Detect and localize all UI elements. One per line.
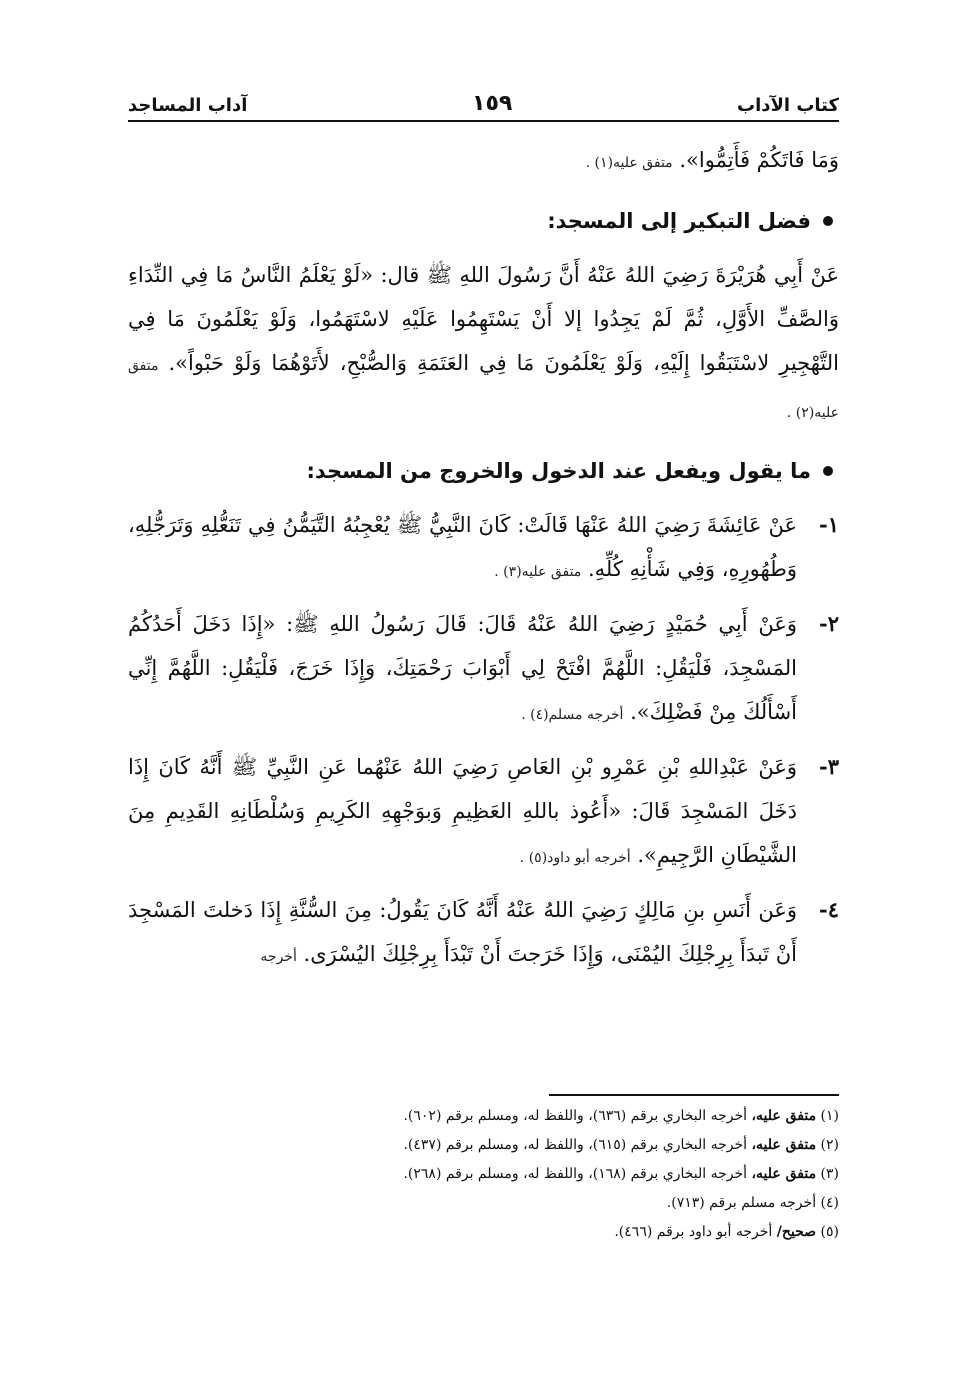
header-chapter-title: آداب المساجد [128, 95, 248, 116]
bullet-icon [823, 216, 833, 226]
section1-heading-text: فضل التبكير إلى المسجد: [547, 209, 811, 233]
footnote-text: أخرجه أبو داود برقم (٤٦٦). [614, 1224, 773, 1240]
footnote [128, 1131, 839, 1160]
list-item [128, 745, 839, 880]
list-item-body [128, 602, 797, 737]
list-item [128, 503, 839, 594]
intro-note: متفق عليه(١) . [585, 155, 673, 171]
footnote-text: أخرجه البخاري برقم (١٦٨)، واللفظ له، ومسلم برقم (٢٦٨). [403, 1166, 748, 1182]
section-heading-entering-leaving [128, 449, 839, 493]
footnote-label: متفق عليه، [751, 1166, 817, 1182]
footnote [128, 1102, 839, 1131]
header-book-title: كتاب الآداب [737, 95, 839, 116]
footnote-label: صحيح/ [776, 1224, 817, 1240]
list-item-note: أخرجه أبو داود(٥) . [519, 850, 631, 866]
footnote-label: متفق عليه، [751, 1137, 817, 1153]
list-item-body [128, 888, 797, 979]
running-header [128, 82, 839, 122]
section-heading-early-arrival [128, 199, 839, 243]
footnote-number: (١) [820, 1108, 839, 1124]
footnote-text: أخرجه البخاري برقم (٦١٥)، واللفظ له، ومسلم برقم (٤٣٧). [403, 1137, 748, 1153]
list-item-note: أخرجه [260, 949, 297, 965]
footnote-number: (٣) [820, 1166, 839, 1182]
footnote-text: أخرجه البخاري برقم (٦٣٦)، واللفظ له، ومسلم برقم (٦٠٢). [403, 1108, 748, 1124]
list-item [128, 602, 839, 737]
list-item-note: أخرجه مسلم(٤) . [521, 707, 624, 723]
footnote-number: (٢) [820, 1137, 839, 1153]
list-item-note: متفق عليه(٣) . [494, 564, 582, 580]
list-item [128, 888, 839, 979]
intro-paragraph [128, 138, 839, 185]
list-item-number: ٤- [819, 897, 839, 922]
section1-note: متفق عليه(٢) . [128, 358, 839, 421]
footnotes [128, 1094, 839, 1247]
page-body [128, 138, 839, 987]
list-item-body [128, 745, 797, 880]
footnote [128, 1218, 839, 1247]
footnote-divider [549, 1094, 839, 1096]
section2-heading-text: ما يقول ويفعل عند الدخول والخروج من المسجد: [306, 459, 811, 483]
footnote-number: (٤) [820, 1195, 839, 1211]
footnote-number: (٥) [820, 1224, 839, 1240]
list-item-number: ٣- [819, 754, 839, 779]
list-item-text: عَنْ عَائِشَةَ رَضِيَ اللهُ عَنْهَا قَالَتْ: كَانَ النَّبِيُّ ﷺ يُعْجِبُهُ التَّيَمُّنُ فِي تَنَعُّلِهِ وَتَرَجُّلِهِ، وَطُهُورِهِ، وَفِي شَأْنِهِ كُلِّهِ. [128, 513, 797, 581]
footnote [128, 1189, 839, 1218]
section1-paragraph [128, 253, 839, 435]
list-item-text: وَعَن أَنَسِ بنِ مَالِكٍ رَضِيَ اللهُ عَنْهُ أَنَّهُ كَانَ يَقُولُ: مِنَ السُّنَّةِ إِذَا دَخلتَ المَسْجِدَ أَنْ تَبدَأَ بِرِجْلِكَ اليُمْنَى، وَإِذَا خَرَجتَ أَنْ تَبْدَأَ بِرِجْلِكَ اليُسْرَى. [128, 898, 797, 966]
bullet-icon [823, 466, 833, 476]
section1-text: عَنْ أَبِي هُرَيْرَةَ رَضِيَ اللهُ عَنْهُ أَنَّ رَسُولَ اللهِ ﷺ قال: «لَوْ يَعْلَمُ النَّاسُ مَا فِي النِّدَاءِ وَالصَّفِّ الأَوَّلِ، ثُمَّ لَمْ يَجِدُوا إلا أَنْ يَسْتَهِمُوا عَلَيْهِ لاسْتَهَمُوا، وَلَوْ يَعْلَمُونَ مَا فِي التَّهْجِيرِ لاسْتَبَقُوا إِلَيْهِ، وَلَوْ يَعْلَمُونَ مَا فِي العَتَمَةِ وَالصُّبْحِ، لأَتَوْهُمَا وَلَوْ حَبْواً». [128, 263, 839, 375]
list-item-number: ٢- [819, 611, 839, 636]
footnote-text: أخرجه مسلم برقم (٧١٣). [666, 1195, 817, 1211]
page-number: ١٥٩ [472, 91, 513, 116]
footnote-label: متفق عليه، [751, 1108, 817, 1124]
list-item-text: وَعَنْ أَبِي حُمَيْدٍ رَضِيَ اللهُ عَنْهُ قَالَ: قَالَ رَسُولُ اللهِ ﷺ: «إِذَا دَخَلَ أَحَدُكُمُ المَسْجِدَ، فَلْيَقُلِ: اللَّهُمَّ افْتَحْ لِي أَبْوَابَ رَحْمَتِكَ، وَإِذَا خَرَجَ، فَلْيَقُلِ: اللَّهُمَّ إِنِّي أَسْأَلُكَ مِنْ فَضْلِكَ». [128, 612, 797, 724]
list-item-text: وَعَنْ عَبْدِاللهِ بْنِ عَمْرِو بْنِ العَاصِ رَضِيَ اللهُ عَنْهُما عَنِ النَّبِيِّ ﷺ أَنَّهُ كَانَ إِذَا دَخَلَ المَسْجِدَ قَالَ: «أَعُوذ باللهِ العَظِيمِ وَبوَجْهِهِ الكَرِيمِ وَسُلْطَانِهِ القَدِيمِ مِنَ الشَّيْطَانِ الرَّجِيمِ». [128, 755, 797, 867]
intro-text: وَمَا فَاتَكُمْ فَأَتِمُّوا». [679, 148, 839, 172]
list-item-number: ١- [819, 512, 839, 537]
list-item-body [128, 503, 797, 594]
footnote [128, 1160, 839, 1189]
